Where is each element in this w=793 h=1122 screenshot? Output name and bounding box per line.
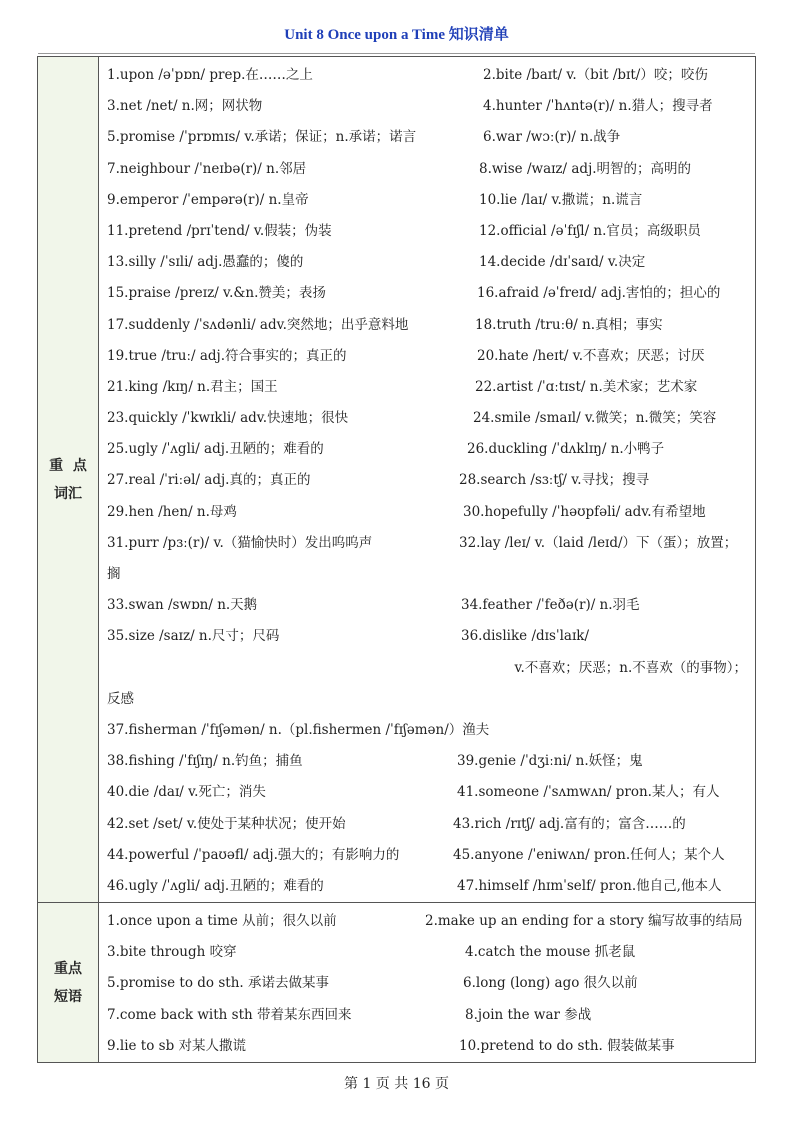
vocab-item-left: 1.upon /əˈpɒn/ prep.在……之上 [107, 67, 313, 83]
vocab-row [107, 372, 751, 403]
phrase-item-right: 8.join the war 参战 [465, 1006, 592, 1023]
vocab-row [107, 840, 751, 871]
vocab-item-left: 27.real /ˈriːəl/ adj.真的；真正的 [107, 472, 311, 489]
vocab-item-left: 21.king /kɪŋ/ n.君主；国王 [107, 378, 278, 395]
vocab-row [107, 621, 751, 652]
vocab-row [107, 590, 751, 621]
vocab-row [107, 278, 751, 309]
vocab-32-wrap: 搁 [107, 566, 121, 582]
vocab-item-right: 22.artist /ˈɑːtɪst/ n.美术家；艺术家 [475, 378, 698, 395]
vocab-item-left: 29.hen /hen/ n.母鸡 [107, 503, 237, 520]
vocab-row [107, 746, 751, 777]
vocab-row [107, 310, 751, 341]
vocab-label-line2: 词汇 [54, 485, 82, 502]
phrase-section [38, 903, 756, 1063]
vocab-row [107, 185, 751, 216]
vocab-item-right: 28.search /sɜːtʃ/ v.寻找；搜寻 [459, 472, 650, 489]
vocab-row [107, 809, 751, 840]
vocab-item-left: 46.ugly /ˈʌgli/ adj.丑陋的；难看的 [107, 877, 324, 894]
phrase-item-right: 10.pretend to do sth. 假装做某事 [459, 1037, 675, 1054]
vocab-item-right: 20.hate /heɪt/ v.不喜欢；厌恶；讨厌 [477, 347, 705, 364]
phrase-row [107, 1000, 751, 1031]
vocab-row [107, 341, 751, 372]
vocab-item-left: 44.powerful /ˈpaʊəfl/ adj.强大的；有影响力的 [107, 846, 400, 863]
vocab-item-right: 14.decide /dɪˈsaɪd/ v.决定 [479, 254, 646, 271]
vocab-section [38, 57, 756, 903]
phrase-item-left: 5.promise to do sth. 承诺去做某事 [107, 975, 329, 992]
vocab-item-left: 40.die /daɪ/ v.死亡；消失 [107, 784, 266, 801]
phrase-label [38, 903, 99, 1063]
vocab-item-right: 30.hopefully /ˈhəʊpfəli/ adv.有希望地 [463, 503, 706, 520]
vocab-item-right: 36.dislike /dɪsˈlaɪk/ [461, 628, 590, 645]
vocab-row [107, 91, 751, 122]
phrase-label-line2: 短语 [54, 988, 82, 1005]
vocab-row [107, 122, 751, 153]
vocab-item-right: 32.lay /leɪ/ v.（laid /leɪd/）下（蛋）；放置； [459, 534, 738, 551]
vocab-item-right: 12.official /əˈfɪʃl/ n.官员；高级职员 [479, 222, 701, 239]
vocab-item-left: 38.fishing /ˈfɪʃɪŋ/ n.钓鱼；捕鱼 [107, 753, 303, 770]
vocab-item-37: 37.fisherman /ˈfɪʃəmən/ n.（pl.fishermen /ˈfɪʃəmən/）渔夫 [107, 721, 490, 738]
vocab-item-right: 43.rich /rɪtʃ/ adj.富有的；富含……的 [453, 815, 686, 832]
vocab-row [107, 154, 751, 185]
vocab-item-right: 39.genie /ˈdʒiːni/ n.妖怪；鬼 [457, 753, 643, 770]
vocab-item-left: 31.purr /pɜː(r)/ v.（猫愉快时）发出呜呜声 [107, 534, 373, 551]
vocab-item-right: 47.himself /hɪmˈself/ pron.他自己,他本人 [457, 877, 722, 894]
vocab-label-line1: 重 点 [49, 457, 87, 474]
vocab-item-left: 19.true /truː/ adj.符合事实的；真正的 [107, 347, 347, 364]
phrase-label-line1: 重点 [54, 960, 82, 977]
vocab-item-left: 3.net /net/ n.网；网状物 [107, 98, 263, 115]
vocab-row [107, 403, 751, 434]
vocab-item-right: 4.hunter /ˈhʌntə(r)/ n.猎人；搜寻者 [483, 98, 713, 115]
vocab-item-right: 6.war /wɔː(r)/ n.战争 [483, 129, 621, 146]
vocab-36-wrap-a: v.不喜欢；厌恶；n.不喜欢（的事物）； [514, 659, 747, 676]
vocab-item-left: 17.suddenly /ˈsʌdənli/ adv.突然地；出乎意料地 [107, 316, 409, 333]
header-rule [38, 53, 755, 54]
phrase-item-left: 7.come back with sth 带着某东西回来 [107, 1006, 352, 1023]
vocab-item-left: 9.emperor /ˈempərə(r)/ n.皇帝 [107, 191, 309, 208]
vocab-item-right: 34.feather /ˈfeðə(r)/ n.羽毛 [461, 597, 640, 614]
vocab-label [38, 57, 99, 903]
vocab-item-right: 18.truth /truːθ/ n.真相；事实 [475, 316, 663, 333]
vocab-row [107, 216, 751, 247]
phrase-content [99, 903, 756, 1063]
vocab-item-left: 42.set /set/ v.使处于某种状况；使开始 [107, 815, 346, 832]
vocab-row [107, 247, 751, 278]
vocab-item-left: 33.swan /swɒn/ n.天鹅 [107, 597, 258, 614]
vocab-item-left: 25.ugly /ˈʌgli/ adj.丑陋的；难看的 [107, 441, 324, 458]
vocab-item-left: 23.quickly /ˈkwɪkli/ adv.快速地；很快 [107, 410, 349, 427]
vocab-item-right: 45.anyone /ˈeniwʌn/ pron.任何人；某个人 [453, 846, 725, 863]
page-footer: 第 1 页 共 16 页 [344, 1076, 449, 1092]
phrase-row [107, 906, 751, 937]
vocab-item-left: 35.size /saɪz/ n.尺寸；尺码 [107, 628, 280, 645]
vocab-row [107, 871, 751, 902]
phrase-row [107, 1031, 751, 1062]
phrase-item-left: 9.lie to sb 对某人撒谎 [107, 1037, 247, 1054]
vocab-item-right: 41.someone /ˈsʌmwʌn/ pron.某人；有人 [457, 784, 720, 801]
phrase-item-left: 1.once upon a time 从前；很久以前 [107, 913, 337, 930]
phrase-item-right: 4.catch the mouse 抓老鼠 [465, 944, 636, 961]
vocab-row [107, 434, 751, 465]
vocab-item-right: 24.smile /smaɪl/ v.微笑；n.微笑；笑容 [473, 410, 717, 427]
phrase-row [107, 937, 751, 968]
vocab-item-right: 10.lie /laɪ/ v.撒谎；n.谎言 [479, 191, 643, 208]
knowledge-table [37, 56, 756, 1063]
vocab-36-wrap-b: 反感 [107, 690, 134, 707]
phrase-item-left: 3.bite through 咬穿 [107, 944, 237, 961]
phrase-item-right: 6.long (long) ago 很久以前 [463, 975, 638, 992]
phrase-item-right: 2.make up an ending for a story 编写故事的结局 [425, 913, 743, 930]
vocab-content [99, 57, 756, 903]
vocab-item-left: 11.pretend /prɪˈtend/ v.假装；伪装 [107, 222, 332, 239]
vocab-item-left: 13.silly /ˈsɪli/ adj.愚蠢的；傻的 [107, 254, 304, 271]
vocab-item-right: 16.afraid /əˈfreɪd/ adj.害怕的；担心的 [477, 285, 721, 302]
vocab-row [107, 528, 751, 559]
vocab-item-left: 7.neighbour /ˈneɪbə(r)/ n.邻居 [107, 160, 307, 177]
vocab-row [107, 777, 751, 808]
vocab-item-right: 8.wise /waɪz/ adj.明智的；高明的 [479, 160, 692, 177]
vocab-row [107, 497, 751, 528]
page-title: Unit 8 Once upon a Time 知识清单 [284, 27, 509, 43]
vocab-row [107, 465, 751, 496]
vocab-row [107, 60, 751, 91]
phrase-row [107, 968, 751, 999]
vocab-item-right: 26.duckling /ˈdʌklɪŋ/ n.小鸭子 [467, 441, 665, 458]
vocab-item-right: 2.bite /baɪt/ v.（bit /bɪt/）咬；咬伤 [483, 67, 708, 83]
vocab-item-left: 15.praise /preɪz/ v.&n.赞美；表扬 [107, 285, 326, 302]
vocab-item-left: 5.promise /ˈprɒmɪs/ v.承诺；保证；n.承诺；诺言 [107, 129, 417, 146]
